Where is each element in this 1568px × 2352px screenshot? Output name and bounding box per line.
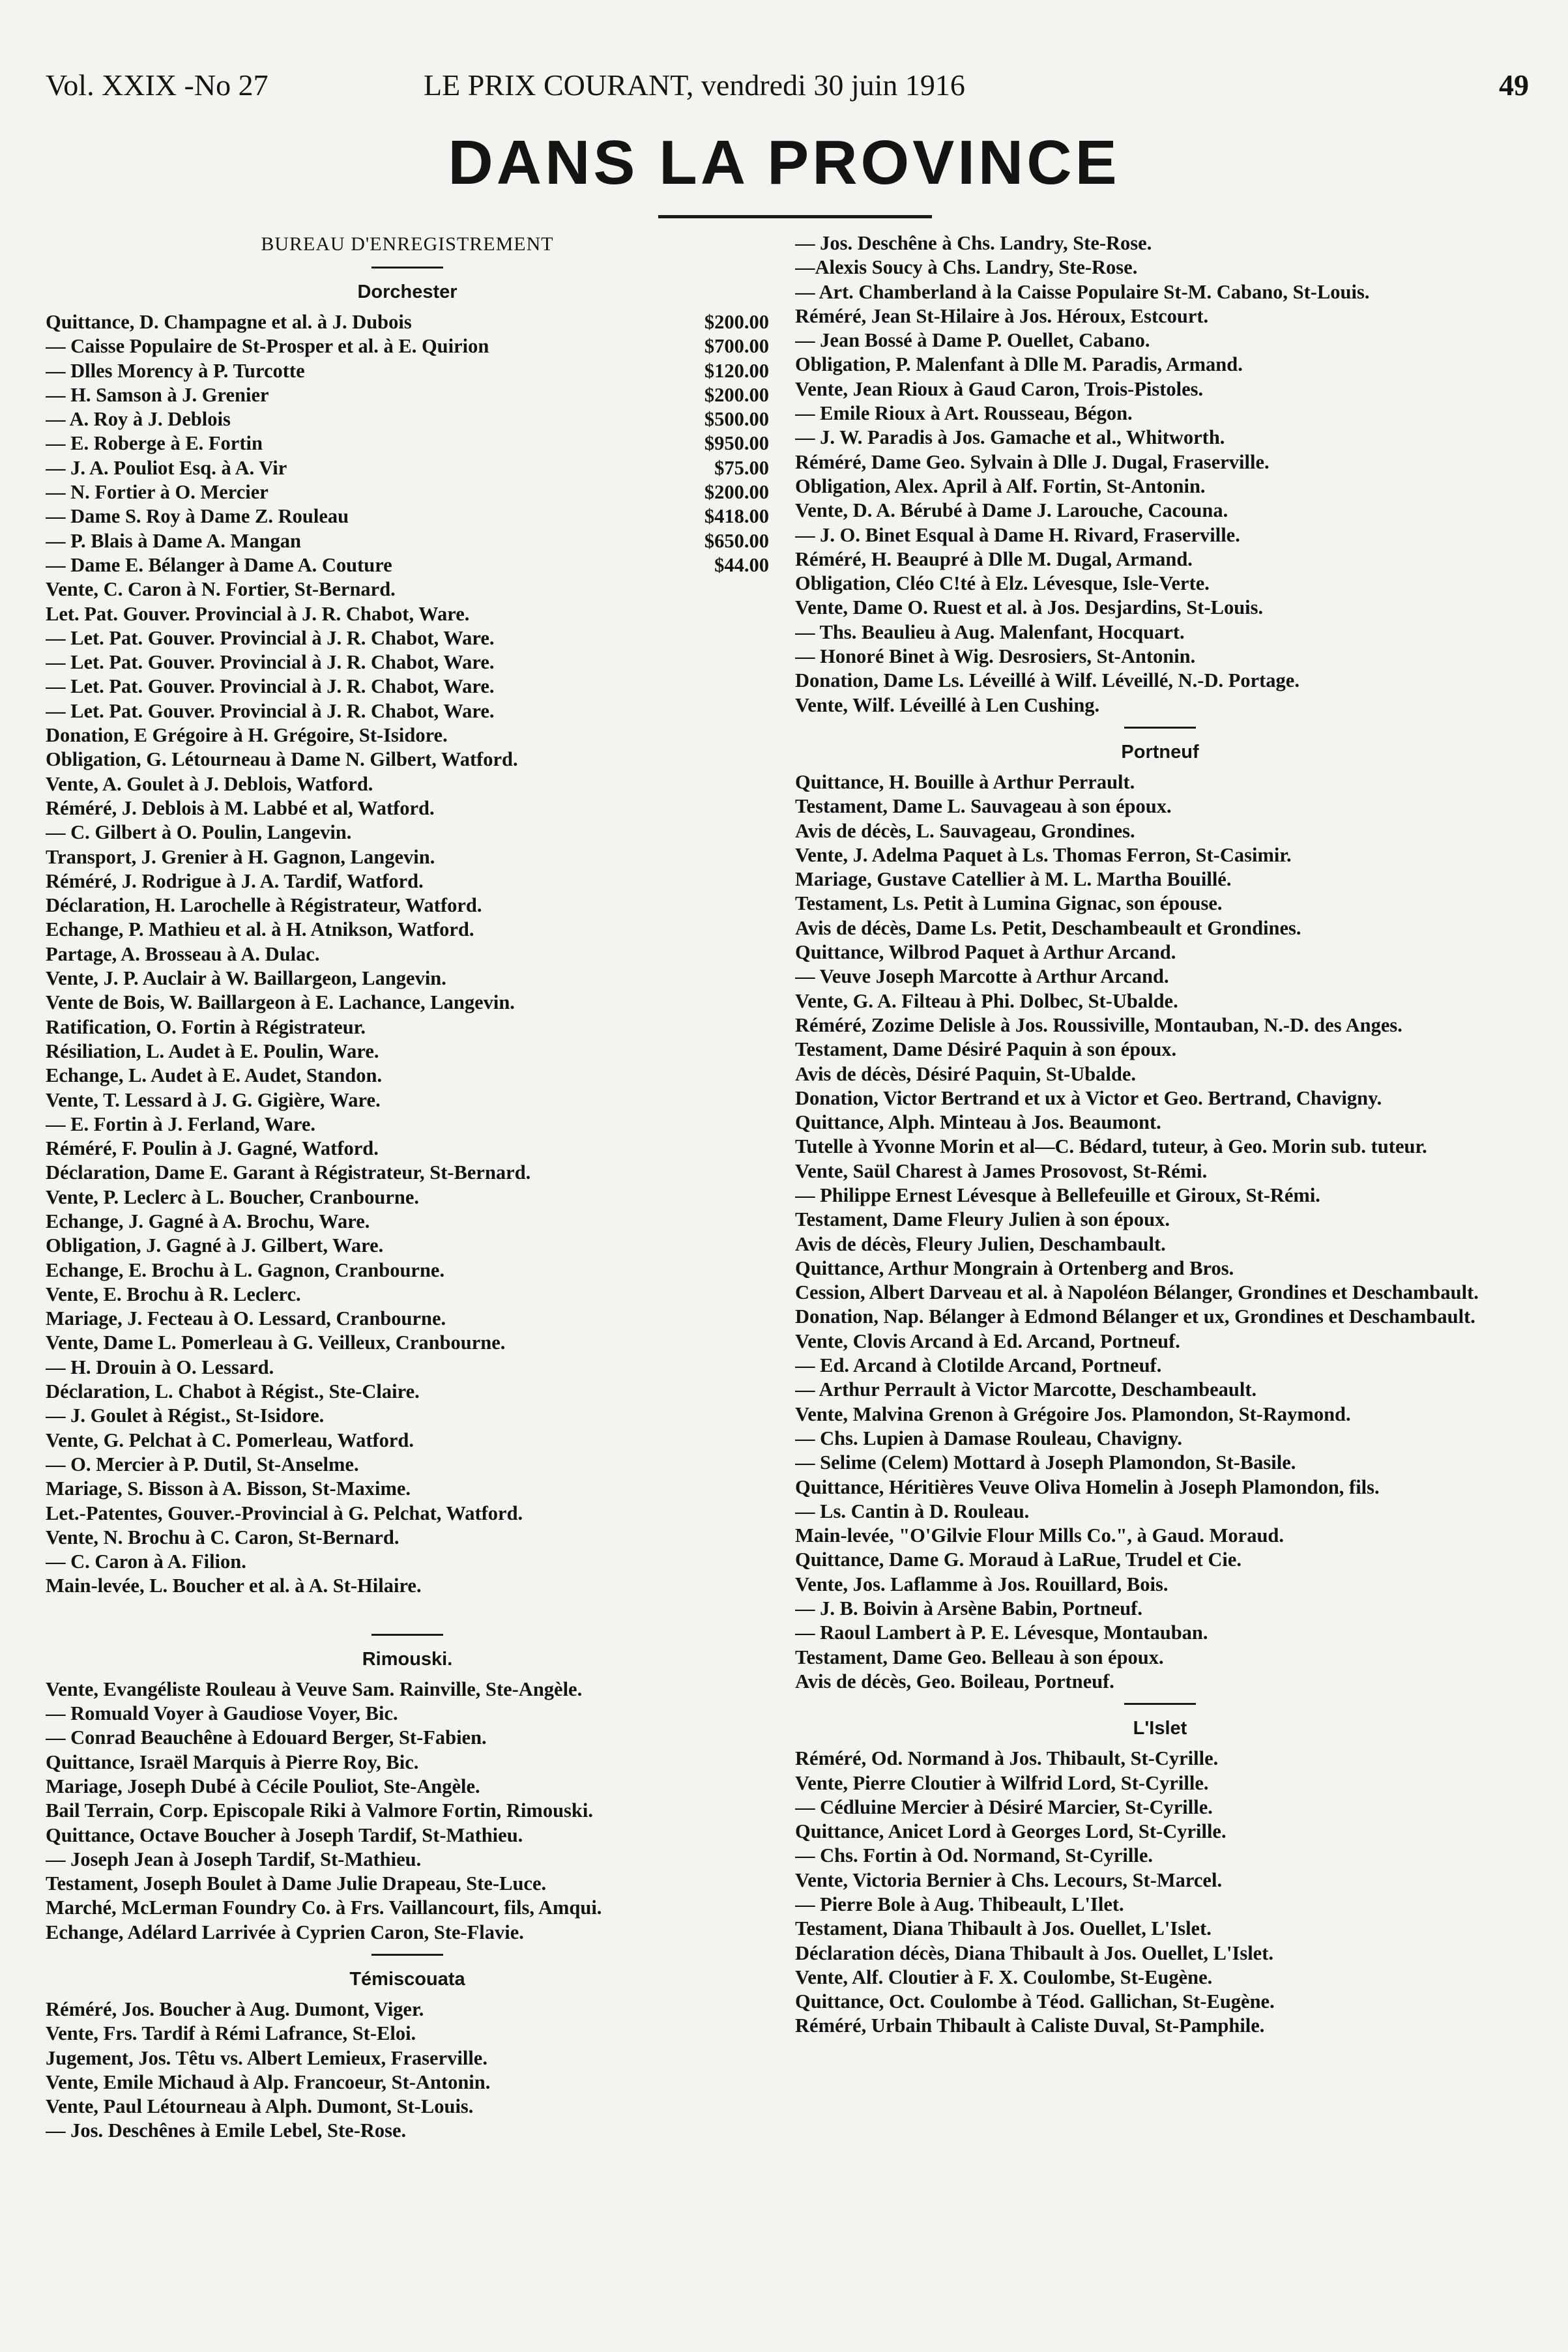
- registry-entry: Testament, Ls. Petit à Lumina Gignac, son épouse.: [795, 892, 1223, 915]
- page-number: 49: [1499, 68, 1529, 102]
- registry-entry: Vente, Jos. Laflamme à Jos. Rouillard, Bois.: [795, 1573, 1169, 1595]
- registry-entry: — Veuve Joseph Marcotte à Arthur Arcand.: [795, 965, 1169, 988]
- entry-text: — H. Samson à J. Grenier: [46, 383, 269, 406]
- registry-entry: — J. Goulet à Régist., St-Isidore.: [46, 1404, 325, 1427]
- registry-entry: Quittance, Anicet Lord à Georges Lord, St-Cyrille.: [795, 1820, 1227, 1843]
- registry-entry: Déclaration décès, Diana Thibault à Jos. Ouellet, L'Islet.: [795, 1941, 1273, 1964]
- registry-entry: Main-levée, L. Boucher et al. à A. St-Hilaire.: [46, 1575, 422, 1597]
- registry-entry: Vente, Emile Michaud à Alp. Francoeur, St-Antonin.: [46, 2070, 491, 2093]
- registry-entry: Avis de décès, Désiré Paquin, St-Ubalde.: [795, 1062, 1137, 1085]
- registry-entry: Quittance, Dame G. Moraud à LaRue, Trudel et Cie.: [795, 1548, 1242, 1571]
- registry-entry: — Ls. Cantin à D. Rouleau.: [795, 1500, 1030, 1522]
- registry-entry: Vente, C. Caron à N. Fortier, St-Bernard.: [46, 578, 396, 601]
- registry-entry: Vente de Bois, W. Baillargeon à E. Lachance, Langevin.: [46, 991, 515, 1014]
- section-heading: Dorchester: [357, 282, 457, 302]
- registry-entry: Vente, G. A. Filteau à Phi. Dolbec, St-Ubalde.: [795, 989, 1178, 1012]
- registry-entry: — J. W. Paradis à Jos. Gamache et al., Whitworth.: [795, 426, 1225, 449]
- registry-entry: Tutelle à Yvonne Morin et al—C. Bédard, tuteur, à Geo. Morin sub. tuteur.: [795, 1135, 1427, 1158]
- section-divider: [1124, 1703, 1196, 1705]
- registry-entry: Réméré, Zozime Delisle à Jos. Roussiville, Montauban, N.-D. des Anges.: [795, 1013, 1402, 1036]
- registry-entry: — Emile Rioux à Art. Rousseau, Bégon.: [795, 402, 1133, 425]
- registry-entry: Vente, T. Lessard à J. G. Gigière, Ware.: [46, 1088, 381, 1111]
- registry-entry: Donation, Victor Bertrand et ux à Victor et Geo. Bertrand, Chavigny.: [795, 1086, 1382, 1109]
- registry-entry: Vente, Malvina Grenon à Grégoire Jos. Plamondon, St-Raymond.: [795, 1402, 1351, 1425]
- registry-entry: Echange, P. Mathieu et al. à H. Atnikson, Watford.: [46, 918, 474, 941]
- registry-entry: Quittance, Wilbrod Paquet à Arthur Arcand.: [795, 941, 1176, 964]
- entry-text: — Dame E. Bélanger à Dame A. Couture: [46, 553, 392, 576]
- registry-entry-with-amount: [46, 383, 769, 407]
- registry-entry: Réméré, Jos. Boucher à Aug. Dumont, Viger.: [46, 1998, 424, 2020]
- registry-entry-with-amount: [46, 407, 769, 431]
- registry-entry: Quittance, H. Bouille à Arthur Perrault.: [795, 770, 1135, 793]
- registry-entry: Vente, P. Leclerc à L. Boucher, Cranbourne.: [46, 1185, 419, 1208]
- section-heading: L'Islet: [1133, 1718, 1187, 1739]
- entry-amount: $75.00: [714, 456, 769, 479]
- entry-list: [795, 1747, 1525, 2039]
- registry-entry: Vente, D. A. Bérubé à Dame J. Larouche, Cacouna.: [795, 499, 1228, 522]
- registry-entry: — H. Drouin à O. Lessard.: [46, 1356, 274, 1378]
- registry-entry: Vente, G. Pelchat à C. Pomerleau, Watford.: [46, 1429, 414, 1451]
- registry-entry: Mariage, Gustave Catellier à M. L. Martha Bouillé.: [795, 868, 1232, 891]
- entry-amount: $200.00: [704, 311, 769, 333]
- registry-entry: Réméré, J. Rodrigue à J. A. Tardif, Watford.: [46, 869, 424, 892]
- registry-entry: Echange, E. Brochu à L. Gagnon, Cranbourne.: [46, 1258, 445, 1281]
- right-column: [795, 231, 1525, 2336]
- registry-entry-with-amount: [46, 456, 769, 480]
- entry-text: — Caisse Populaire de St-Prosper et al. à E. Quirion: [46, 335, 489, 358]
- registry-entry: Avis de décès, Dame Ls. Petit, Deschambeault et Grondines.: [795, 916, 1301, 939]
- section-heading: Rimouski.: [362, 1648, 453, 1670]
- registry-entry: Quittance, Israël Marquis à Pierre Roy, Bic.: [46, 1750, 419, 1773]
- registry-entry: Réméré, H. Beaupré à Dlle M. Dugal, Armand.: [795, 547, 1193, 570]
- registry-entry: —Alexis Soucy à Chs. Landry, Ste-Rose.: [795, 256, 1138, 279]
- registry-entry: — Honoré Binet à Wig. Desrosiers, St-Antonin.: [795, 645, 1196, 668]
- registry-entry: Obligation, P. Malenfant à Dlle M. Paradis, Armand.: [795, 353, 1243, 376]
- registry-entry: Mariage, S. Bisson à A. Bisson, St-Maxime.: [46, 1477, 411, 1500]
- registry-entry: Vente, Alf. Cloutier à F. X. Coulombe, St-Eugène.: [795, 1966, 1213, 1988]
- registry-entry: Vente, Dame O. Ruest et al. à Jos. Desjardins, St-Louis.: [795, 596, 1264, 619]
- registry-entry: Donation, E Grégoire à H. Grégoire, St-Isidore.: [46, 724, 448, 747]
- section-divider: [371, 267, 443, 269]
- registry-entry: Obligation, J. Gagné à J. Gilbert, Ware.: [46, 1234, 384, 1257]
- registry-entry: — O. Mercier à P. Dutil, St-Anselme.: [46, 1453, 359, 1475]
- entry-text: — A. Roy à J. Deblois: [46, 408, 231, 431]
- registry-entry: Cession, Albert Darveau et al. à Napoléon Bélanger, Grondines et Deschambault.: [795, 1281, 1479, 1304]
- registry-entry: Mariage, Joseph Dubé à Cécile Pouliot, Ste-Angèle.: [46, 1775, 480, 1797]
- registry-entry: Vente, J. P. Auclair à W. Baillargeon, Langevin.: [46, 967, 446, 990]
- registry-entry: Obligation, Alex. April à Alf. Fortin, St-Antonin.: [795, 474, 1206, 497]
- registry-entry: Vente, Victoria Bernier à Chs. Lecours, St-Marcel.: [795, 1868, 1223, 1891]
- registry-entry: Donation, Dame Ls. Léveillé à Wilf. Léveillé, N.-D. Portage.: [795, 669, 1299, 692]
- registry-entry: — Philippe Ernest Lévesque à Bellefeuille et Giroux, St-Rémi.: [795, 1183, 1320, 1206]
- section-divider: [371, 1634, 443, 1636]
- entry-list: [46, 577, 769, 1598]
- entry-amount: $650.00: [704, 529, 769, 552]
- title-divider: [658, 215, 932, 218]
- entry-amount: $700.00: [704, 335, 769, 358]
- registry-entry: Transport, J. Grenier à H. Gagnon, Langevin.: [46, 845, 435, 868]
- registry-entry: Déclaration, Dame E. Garant à Régistrateur, St-Bernard.: [46, 1161, 531, 1184]
- section-lislet: [795, 1715, 1525, 2039]
- registry-entry: — C. Caron à A. Filion.: [46, 1550, 246, 1573]
- registry-entry: Vente, Pierre Cloutier à Wilfrid Lord, St-Cyrille.: [795, 1771, 1209, 1794]
- registry-entry: Obligation, Cléo C!té à Elz. Lévesque, Isle-Verte.: [795, 572, 1210, 595]
- entry-amount: $120.00: [704, 359, 769, 382]
- registry-entry: Avis de décès, Geo. Boileau, Portneuf.: [795, 1670, 1114, 1692]
- section-divider: [371, 1954, 443, 1956]
- registry-entry: Donation, Nap. Bélanger à Edmond Bélanger et ux, Grondines et Deschambault.: [795, 1305, 1475, 1328]
- registry-entry: Vente, Paul Létourneau à Alph. Dumont, St-Louis.: [46, 2095, 474, 2118]
- registry-entry: Mariage, J. Fecteau à O. Lessard, Cranbourne.: [46, 1307, 446, 1330]
- registry-entry: Echange, Adélard Larrivée à Cyprien Caron, Ste-Flavie.: [46, 1921, 524, 1943]
- registry-entry: Déclaration, H. Larochelle à Régistrateur, Watford.: [46, 894, 482, 917]
- registry-entry: Réméré, Od. Normand à Jos. Thibault, St-Cyrille.: [795, 1747, 1219, 1770]
- registry-entry: Obligation, G. Létourneau à Dame N. Gilbert, Watford.: [46, 748, 518, 771]
- registry-entry: Quittance, Héritières Veuve Oliva Homelin à Joseph Plamondon, fils.: [795, 1475, 1380, 1498]
- registry-entry: Jugement, Jos. Têtu vs. Albert Lemieux, Fraserville.: [46, 2046, 487, 2069]
- registry-entry: Bail Terrain, Corp. Episcopale Riki à Valmore Fortin, Rimouski.: [46, 1799, 593, 1822]
- registry-entry: Vente, J. Adelma Paquet à Ls. Thomas Ferron, St-Casimir.: [795, 843, 1292, 866]
- entry-list: [46, 1677, 769, 1945]
- registry-entry-with-amount: [46, 529, 769, 553]
- registry-entry: — Romuald Voyer à Gaudiose Voyer, Bic.: [46, 1702, 398, 1725]
- registry-entry: Vente, Evangéliste Rouleau à Veuve Sam. Rainville, Ste-Angèle.: [46, 1677, 583, 1700]
- registry-entry: Vente, Dame L. Pomerleau à G. Veilleux, Cranbourne.: [46, 1331, 506, 1354]
- registry-entry: — Let. Pat. Gouver. Provincial à J. R. Chabot, Ware.: [46, 626, 495, 649]
- registry-entry: — Ed. Arcand à Clotilde Arcand, Portneuf.: [795, 1354, 1162, 1377]
- registry-entry: Let.-Patentes, Gouver.-Provincial à G. Pelchat, Watford.: [46, 1502, 523, 1524]
- registry-entry: Vente, A. Goulet à J. Deblois, Watford.: [46, 772, 373, 795]
- registry-entry: Avis de décès, Fleury Julien, Deschambault.: [795, 1232, 1166, 1255]
- entry-text: — J. A. Pouliot Esq. à A. Vir: [46, 456, 287, 479]
- registry-entry: Réméré, Dame Geo. Sylvain à Dlle J. Dugal, Fraserville.: [795, 450, 1270, 473]
- registry-entry-with-amount: [46, 431, 769, 456]
- entry-text: — E. Roberge à E. Fortin: [46, 432, 263, 455]
- registry-entry: Réméré, F. Poulin à J. Gagné, Watford.: [46, 1137, 379, 1160]
- registry-entry: Vente, N. Brochu à C. Caron, St-Bernard.: [46, 1526, 399, 1548]
- registry-entry: Quittance, Oct. Coulombe à Téod. Gallichan, St-Eugène.: [795, 1990, 1275, 2013]
- entry-list: [46, 1997, 769, 2143]
- registry-entry: Vente, Frs. Tardif à Rémi Lafrance, St-Eloi.: [46, 2022, 416, 2045]
- left-column: [46, 231, 769, 2336]
- registry-entry-with-amount: [46, 553, 769, 577]
- registry-entry: — Jos. Deschênes à Emile Lebel, Ste-Rose.: [46, 2119, 407, 2142]
- entry-text: — N. Fortier à O. Mercier: [46, 481, 269, 504]
- registry-entry: — Arthur Perrault à Victor Marcotte, Deschambeault.: [795, 1378, 1257, 1401]
- registry-entry: — Chs. Fortin à Od. Normand, St-Cyrille.: [795, 1844, 1153, 1867]
- bureau-heading: BUREAU D'ENREGISTREMENT: [261, 233, 554, 255]
- registry-entry: Quittance, Arthur Mongrain à Ortenberg and Bros.: [795, 1256, 1234, 1279]
- registry-entry: Réméré, Jean St-Hilaire à Jos. Héroux, Estcourt.: [795, 304, 1209, 327]
- registry-entry: — J. O. Binet Esqual à Dame H. Rivard, Fraserville.: [795, 523, 1240, 546]
- registry-entry-with-amount: [46, 359, 769, 383]
- registry-entry: Testament, Dame Geo. Belleau à son époux.: [795, 1646, 1164, 1668]
- registry-entry: — Chs. Lupien à Damase Rouleau, Chavigny.: [795, 1427, 1183, 1449]
- entry-text: — Dame S. Roy à Dame Z. Rouleau: [46, 505, 349, 528]
- entry-amount: $200.00: [704, 481, 769, 504]
- entry-amount: $950.00: [704, 432, 769, 455]
- amount-entries: [46, 310, 769, 577]
- registry-entry: Vente, E. Brochu à R. Leclerc.: [46, 1283, 301, 1305]
- registry-entry: Testament, Dame Fleury Julien à son époux.: [795, 1208, 1170, 1231]
- registry-entry: — Jean Bossé à Dame P. Ouellet, Cabano.: [795, 329, 1150, 352]
- registry-entry-with-amount: [46, 310, 769, 334]
- registry-entry: Testament, Dame Désiré Paquin à son époux.: [795, 1038, 1177, 1061]
- section-dorchester: [46, 279, 769, 1599]
- section-heading: Témiscouata: [349, 1969, 465, 1990]
- registry-entry: Testament, Dame L. Sauvageau à son époux.: [795, 795, 1172, 818]
- registry-entry: — Raoul Lambert à P. E. Lévesque, Montauban.: [795, 1621, 1208, 1644]
- registry-entry: — Pierre Bole à Aug. Thibeault, L'Ilet.: [795, 1893, 1124, 1915]
- registry-entry: — C. Gilbert à O. Poulin, Langevin.: [46, 821, 352, 844]
- registry-entry: Vente, Clovis Arcand à Ed. Arcand, Portneuf.: [795, 1329, 1180, 1352]
- entry-text: Quittance, D. Champagne et al. à J. Dubois: [46, 311, 412, 333]
- entry-amount: $44.00: [714, 553, 769, 576]
- registry-entry: Déclaration, L. Chabot à Régist., Ste-Claire.: [46, 1380, 420, 1403]
- registry-entry: Echange, L. Audet à E. Audet, Standon.: [46, 1064, 383, 1087]
- section-divider: [1124, 727, 1196, 729]
- registry-entry: — Cédluine Mercier à Désiré Marcier, St-Cyrille.: [795, 1795, 1213, 1818]
- registry-entry: — Joseph Jean à Joseph Tardif, St-Mathieu.: [46, 1848, 422, 1870]
- registry-entry-with-amount: [46, 334, 769, 358]
- section-temiscouata: [46, 1966, 769, 2143]
- registry-entry: — J. B. Boivin à Arsène Babin, Portneuf.: [795, 1597, 1142, 1620]
- section-portneuf: [795, 739, 1525, 1694]
- registry-entry: Résiliation, L. Audet à E. Poulin, Ware.: [46, 1039, 379, 1062]
- registry-entry: Marché, McLerman Foundry Co. à Frs. Vaillancourt, fils, Amqui.: [46, 1896, 602, 1919]
- volume-number: Vol. XXIX -No 27: [46, 68, 269, 102]
- registry-entry: Testament, Joseph Boulet à Dame Julie Drapeau, Ste-Luce.: [46, 1872, 547, 1895]
- registry-entry: Main-levée, "O'Gilvie Flour Mills Co.", à Gaud. Moraud.: [795, 1524, 1285, 1547]
- entry-list: [795, 231, 1525, 718]
- registry-entry: — Selime (Celem) Mottard à Joseph Plamondon, St-Basile.: [795, 1451, 1296, 1474]
- registry-entry: — Let. Pat. Gouver. Provincial à J. R. Chabot, Ware.: [46, 699, 495, 722]
- registry-entry: Vente, Jean Rioux à Gaud Caron, Trois-Pistoles.: [795, 377, 1204, 400]
- registry-entry: Vente, Wilf. Léveillé à Len Cushing.: [795, 693, 1100, 716]
- entry-text: — Dlles Morency à P. Turcotte: [46, 359, 305, 382]
- publication-date-line: LE PRIX COURANT, vendredi 30 juin 1916: [424, 68, 965, 102]
- registry-entry: Vente, Saül Charest à James Prosovost, St-Rémi.: [795, 1159, 1208, 1182]
- registry-entry: Quittance, Octave Boucher à Joseph Tardif, St-Mathieu.: [46, 1823, 523, 1846]
- entry-amount: $418.00: [704, 505, 769, 528]
- page-title: DANS LA PROVINCE: [448, 128, 1120, 197]
- registry-entry: Partage, A. Brosseau à A. Dulac.: [46, 942, 320, 965]
- registry-entry: Réméré, J. Deblois à M. Labbé et al, Watford.: [46, 796, 435, 819]
- page-header: [46, 68, 1529, 113]
- registry-entry-with-amount: [46, 504, 769, 529]
- registry-entry: — Jos. Deschêne à Chs. Landry, Ste-Rose.: [795, 232, 1152, 254]
- entry-text: — P. Blais à Dame A. Mangan: [46, 529, 302, 552]
- section-rimouski: [46, 1646, 769, 1945]
- registry-entry: — Let. Pat. Gouver. Provincial à J. R. Chabot, Ware.: [46, 675, 495, 698]
- entry-amount: $500.00: [704, 408, 769, 431]
- registry-entry: Quittance, Alph. Minteau à Jos. Beaumont.: [795, 1111, 1161, 1134]
- registry-entry: — Ths. Beaulieu à Aug. Malenfant, Hocquart.: [795, 620, 1185, 643]
- entry-amount: $200.00: [704, 383, 769, 406]
- registry-entry: — Conrad Beauchêne à Edouard Berger, St-Fabien.: [46, 1726, 487, 1749]
- entry-list: [795, 770, 1525, 1694]
- registry-entry: — E. Fortin à J. Ferland, Ware.: [46, 1112, 315, 1135]
- registry-entry: — Art. Chamberland à la Caisse Populaire St-M. Cabano, St-Louis.: [795, 280, 1370, 303]
- section-heading: Portneuf: [1121, 741, 1199, 762]
- registry-entry: Let. Pat. Gouver. Provincial à J. R. Chabot, Ware.: [46, 602, 470, 625]
- registry-entry: Testament, Diana Thibault à Jos. Ouellet, L'Islet.: [795, 1917, 1212, 1940]
- registry-entry: Réméré, Urbain Thibault à Caliste Duval, St-Pamphile.: [795, 2014, 1265, 2037]
- registry-entry: Ratification, O. Fortin à Régistrateur.: [46, 1015, 366, 1038]
- registry-entry: Avis de décès, L. Sauvageau, Grondines.: [795, 819, 1135, 842]
- registry-entry: Echange, J. Gagné à A. Brochu, Ware.: [46, 1210, 370, 1232]
- registry-entry-with-amount: [46, 480, 769, 504]
- registry-entry: — Let. Pat. Gouver. Provincial à J. R. Chabot, Ware.: [46, 651, 495, 674]
